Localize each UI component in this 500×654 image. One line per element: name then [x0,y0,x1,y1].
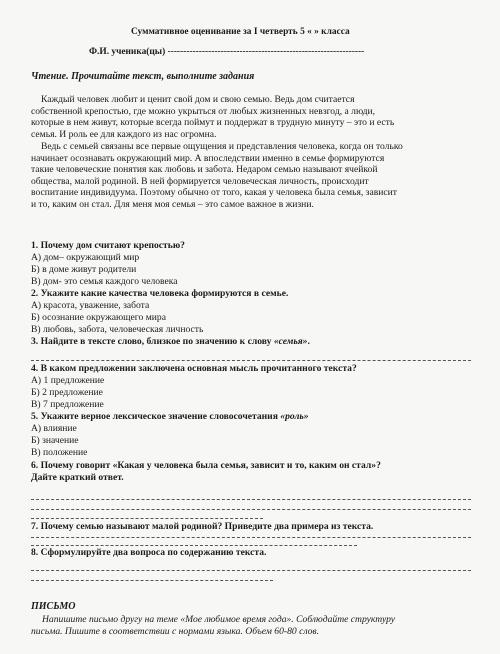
q3-keyword: «семья» [273,336,308,347]
writing-task-line-2: письма. Пишите в соответствии с нормами языка. Объем 60-80 слов. [31,626,319,637]
q4-option-a[interactable]: А) 1 предложение [31,375,105,386]
q3-answer-line[interactable] [31,360,471,361]
q1-option-b[interactable]: Б) в доме живут родители [31,264,137,275]
q3-period: . [307,336,310,347]
q7-answer-line-1[interactable] [31,537,471,538]
q4-option-b[interactable]: Б) 2 предложение [31,387,103,398]
paragraph-line: воспитание индивидуума. Поэтому обычно от того, какая у человека была семья, зависит [31,187,397,199]
question-6: 6. Почему говорит «Какая у человека была семья, зависит и то, каким он стал»? [31,460,381,471]
student-name-line: Ф.И. ученика(цы) --------------------------------------------------------------- [89,47,365,57]
writing-heading: ПИСЬМО [31,601,76,612]
writing-task-line-1: Напишите письмо другу на теме «Мое любимое время года». Соблюдайте структуру [42,614,396,625]
q1-option-c[interactable]: В) дом- это семья каждого человека [31,276,178,287]
q8-answer-line-1[interactable] [31,570,471,571]
q2-option-c[interactable]: В) любовь, забота, человеческая личность [31,324,204,335]
paragraph-line: начинает осознавать окружающий мир. А впоследствии именно в семье формируются [31,152,385,164]
question-1: 1. Почему дом считают крепостью? [31,240,185,251]
q5-text: 5. Укажите верное лексическое значение словосочетания [31,411,281,422]
q5-option-a[interactable]: А) влияние [31,423,77,434]
reading-paragraph-2 [31,141,471,211]
paragraph-line: такие человеческие понятия как любовь и забота. Недаром семью называют ячейкой [31,164,378,176]
question-7: 7. Почему семью называют малой родиной? Приведите два примера из текста. [31,521,374,532]
q8-answer-line-2[interactable] [31,580,273,581]
paragraph-line: Каждый человек любит и ценит свой дом и свою семью. Ведь дом считается [41,94,355,105]
paragraph-line: собственной крепостью, где можно укрыться от любых жизненных невзгод, а люди, [31,105,376,117]
reading-paragraph-1 [31,94,471,140]
question-8: 8. Сформулируйте два вопроса по содержанию текста. [31,547,267,558]
q3-text: 3. Найдите в тексте слово, близкое по значению к слову [31,336,274,347]
q4-option-c[interactable]: В) 7 предложение [31,399,104,410]
q6-answer-line-3[interactable] [31,518,263,519]
q6-answer-line-2[interactable] [31,509,471,510]
q5-keyword: «роль» [280,411,309,422]
q5-option-b[interactable]: Б) значение [31,435,79,446]
paragraph-line: которые в нем живут, которые всегда поймут и поддержат в трудную минуту – это и есть [31,117,395,129]
question-3 [31,336,310,348]
q1-option-a[interactable]: А) дом– окружающий мир [31,252,140,263]
paragraph-line: Ведь с семьей связаны все первые ощущения и представления человека, когда он только [41,141,403,152]
worksheet-title: Суммативное оценивание за I четверть 5 « » класса [131,27,350,37]
paragraph-line: и то, каким он стал. Для меня моя семья – это самое важное в жизни. [31,198,314,210]
q7-answer-line-2[interactable] [31,545,357,546]
reading-heading: Чтение. Прочитайте текст, выполните задания [31,71,255,82]
question-2: 2. Укажите какие качества человека формируются в семье. [31,288,289,299]
q2-option-a[interactable]: А) красота, уважение, забота [31,300,150,311]
q6-answer-line-1[interactable] [31,499,471,500]
paragraph-line: общества, малой родиной. В ней формируется человеческая личность, происходит [31,175,369,187]
question-5 [31,411,309,423]
paragraph-line: семья. И роль ее для каждого из нас огромна. [31,128,217,140]
q2-option-b[interactable]: Б) осознание окружающего мира [31,312,166,323]
question-4: 4. В каком предложении заключена основная мысль прочитанного текста? [31,363,357,374]
question-6-instruction: Дайте краткий ответ. [31,472,124,483]
q5-option-c[interactable]: В) положение [31,447,88,458]
